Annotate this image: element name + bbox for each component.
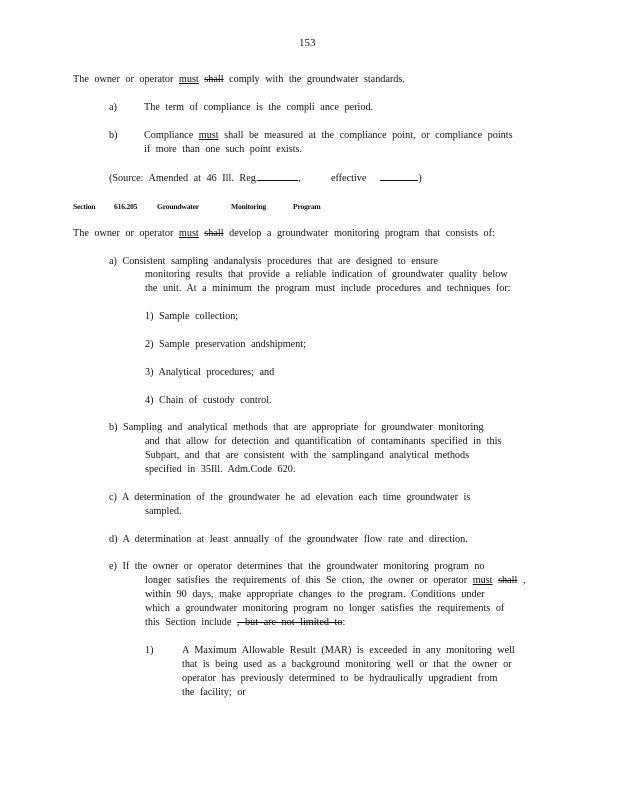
para-e-sub1-label: 1) [145,645,154,656]
para-e-line3: within 90 days, make appropriate changes to the program. Conditions under [145,589,485,600]
para-c-line1: c) A determination of the groundwater he ad elevation each time groundwater is [109,492,471,503]
para-e-must: must [472,575,493,586]
para-e-line2-post: , [517,575,526,586]
para-a-line1: a) Consistent sampling andanalysis procedures that are designed to ensure [109,256,438,267]
intro2-shall: shall [204,228,224,239]
intro2-line [73,227,495,240]
item-b-pre: Compliance [144,130,199,141]
para-e-sub1-line2: that is being used as a background monitoring well or that the owner or [182,659,512,670]
intro-post: comply with the groundwater standards. [223,74,405,85]
para-a-sub1: 1) Sample collection; [145,311,239,322]
effective-blank [380,171,418,181]
section-number: 616.205 [114,202,138,211]
item-b-post: shall be measured at the compliance point, or compliance points [218,130,513,141]
source-effective: effective [330,173,367,184]
reg-blank [258,171,298,181]
para-d-line1: d) A determination at least annually of the groundwater flow rate and direction. [109,534,468,545]
para-e-sub1-line4: the facility; or [182,687,246,698]
para-e-line2-pre: longer satisfies the requirements of this Se ction, the owner or operator [145,575,473,586]
para-e-deleted-phrase: , but are not limited to [236,617,343,628]
para-a-line2: monitoring results that provide a reliable indication of groundwater quality below [145,269,508,280]
para-e-line5-post: : [342,617,346,628]
intro-line [73,73,405,86]
para-c-line2: sampled. [145,506,182,517]
inserted-must: must [178,74,199,85]
item-b-must: must [198,130,219,141]
para-a-sub2: 2) Sample preservation andshipment; [145,339,306,350]
section-title-program: Program [293,202,321,211]
intro-pre: The owner or operator [73,74,179,85]
para-a-sub3: 3) Analytical procedures; and [145,367,275,378]
para-e-sub1-line1: A Maximum Allowable Result (MAR) is exceeded in any monitoring well [182,645,515,656]
deleted-shall: shall [204,74,224,85]
para-b-line3: Subpart, and that are consistent with the samplingand analytical methods [145,450,470,461]
source-comma: , [298,173,301,184]
intro2-pre: The owner or operator [73,228,179,239]
para-a-sub4: 4) Chain of custody control. [145,395,272,406]
section-title-monitoring: Monitoring [231,202,267,211]
item-a-text: The term of compliance is the compli ance period. [144,102,374,113]
section-label: Section [73,202,96,211]
para-e-line5 [145,616,345,629]
para-e-line4: which a groundwater monitoring program no longer satisfies the requirements of [145,603,505,614]
para-e-line5-pre: this Section include [145,617,237,628]
intro2-must: must [178,228,199,239]
item-b-label: b) [109,130,118,141]
section-title-groundwater: Groundwater [157,202,199,211]
source-text: (Source: Amended at 46 Ill. Reg. [109,173,259,184]
item-a-label: a) [109,102,117,113]
source-close: ) [418,173,422,184]
source-note [109,171,422,185]
para-e-shall: shall [498,575,518,586]
para-b-line1: b) Sampling and analytical methods that are appropriate for groundwater monitoring [109,422,484,433]
para-b-line2: and that allow for detection and quantification of contaminants specified in this [145,436,502,447]
para-a-line3: the unit. At a minimum the program must include procedures and techniques for: [145,283,511,294]
para-e-line1: e) If the owner or operator determines that the groundwater monitoring program no [109,561,485,572]
item-b-line1 [144,129,513,142]
para-e-sub1-line3: operator has previously determined to be hydraulically upgradient from [182,673,498,684]
page-number: 153 [299,37,316,49]
intro2-post: develop a groundwater monitoring program that consists of: [223,228,495,239]
para-e-line2 [145,574,525,587]
item-b-line2: if more than one such point exists. [144,144,303,155]
para-b-line4: specified in 35Ill. Adm.Code 620. [145,464,296,475]
